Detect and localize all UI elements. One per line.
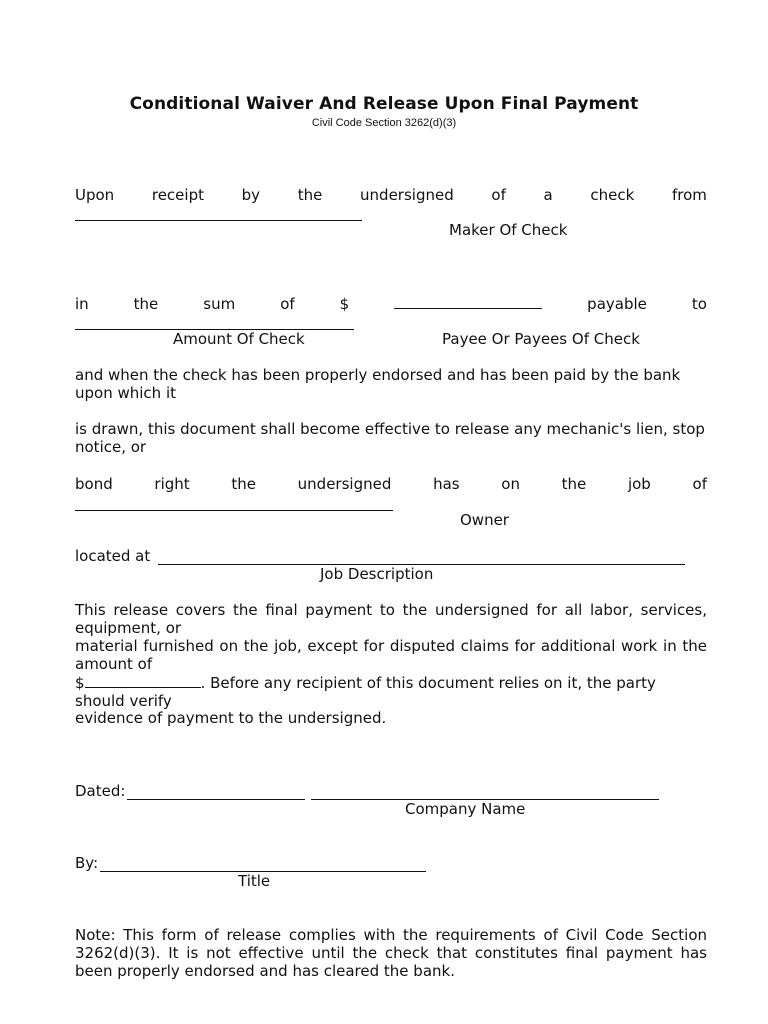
word: bond bbox=[75, 475, 113, 493]
release-line-2: material furnished on the job, except for disputed claims for additional work in the amount of bbox=[75, 637, 707, 673]
sum-row bbox=[75, 294, 707, 313]
word: check bbox=[590, 186, 635, 204]
word: payable bbox=[587, 295, 647, 313]
release-line-1: This release covers the final payment to the undersigned for all labor, services, equipment, or bbox=[75, 601, 707, 637]
payee-caption: Payee Or Payees Of Check bbox=[442, 330, 640, 348]
word: undersigned bbox=[360, 186, 454, 204]
drawn-paragraph: is drawn, this document shall become effective to release any mechanic's lien, stop notice, or bbox=[75, 420, 705, 456]
word: on bbox=[501, 475, 520, 493]
bond-row bbox=[75, 475, 707, 493]
word: undersigned bbox=[297, 475, 392, 493]
word: by bbox=[241, 186, 261, 204]
by-label: By: bbox=[75, 854, 99, 872]
word: a bbox=[543, 186, 553, 204]
word: of bbox=[280, 295, 295, 313]
owner-caption: Owner bbox=[460, 511, 509, 529]
date-blank-line[interactable] bbox=[127, 799, 305, 800]
title-caption: Title bbox=[238, 872, 271, 890]
word: receipt bbox=[151, 186, 204, 204]
document-title: Conditional Waiver And Release Upon Final Payment bbox=[129, 94, 639, 114]
release-line-3 bbox=[75, 673, 707, 710]
release-line-3-text: . Before any recipient of this document relies on it, the party should verify bbox=[75, 674, 656, 710]
amount-inline-blank[interactable] bbox=[394, 294, 542, 309]
amount-caption: Amount Of Check bbox=[173, 330, 305, 348]
word: the bbox=[231, 475, 256, 493]
word: sum bbox=[203, 295, 236, 313]
company-caption: Company Name bbox=[405, 800, 526, 818]
disputed-amount-blank[interactable] bbox=[85, 673, 201, 688]
bank-paragraph: and when the check has been properly endorsed and has been paid by the bank upon which it bbox=[75, 366, 681, 402]
document-subtitle: Civil Code Section 3262(d)(3) bbox=[311, 117, 457, 129]
note-paragraph: Note: This form of release complies with the requirements of Civil Code Section 3262(d)(3). It is not effective until the check that constitutes final payment has been properly endorsed and has cleared the bank. bbox=[75, 926, 707, 980]
release-line-4: evidence of payment to the undersigned. bbox=[75, 709, 387, 727]
dollar-sign: $ bbox=[75, 674, 85, 692]
word: of bbox=[692, 475, 707, 493]
word: of bbox=[491, 186, 506, 204]
word: in bbox=[75, 295, 89, 313]
word: to bbox=[691, 295, 707, 313]
word: $ bbox=[339, 295, 350, 313]
owner-blank-line[interactable] bbox=[75, 510, 393, 511]
located-label: located at bbox=[75, 547, 151, 565]
word: right bbox=[154, 475, 190, 493]
maker-caption: Maker Of Check bbox=[449, 221, 568, 239]
receipt-row bbox=[75, 186, 707, 204]
word: the bbox=[133, 295, 159, 313]
word: the bbox=[297, 186, 323, 204]
word: has bbox=[433, 475, 460, 493]
word: from bbox=[672, 186, 707, 204]
maker-blank-line[interactable] bbox=[75, 220, 362, 221]
word: Upon bbox=[75, 186, 115, 204]
word: the bbox=[561, 475, 587, 493]
job-caption: Job Description bbox=[320, 565, 434, 583]
word: job bbox=[627, 475, 651, 493]
dated-label: Dated: bbox=[75, 782, 126, 800]
